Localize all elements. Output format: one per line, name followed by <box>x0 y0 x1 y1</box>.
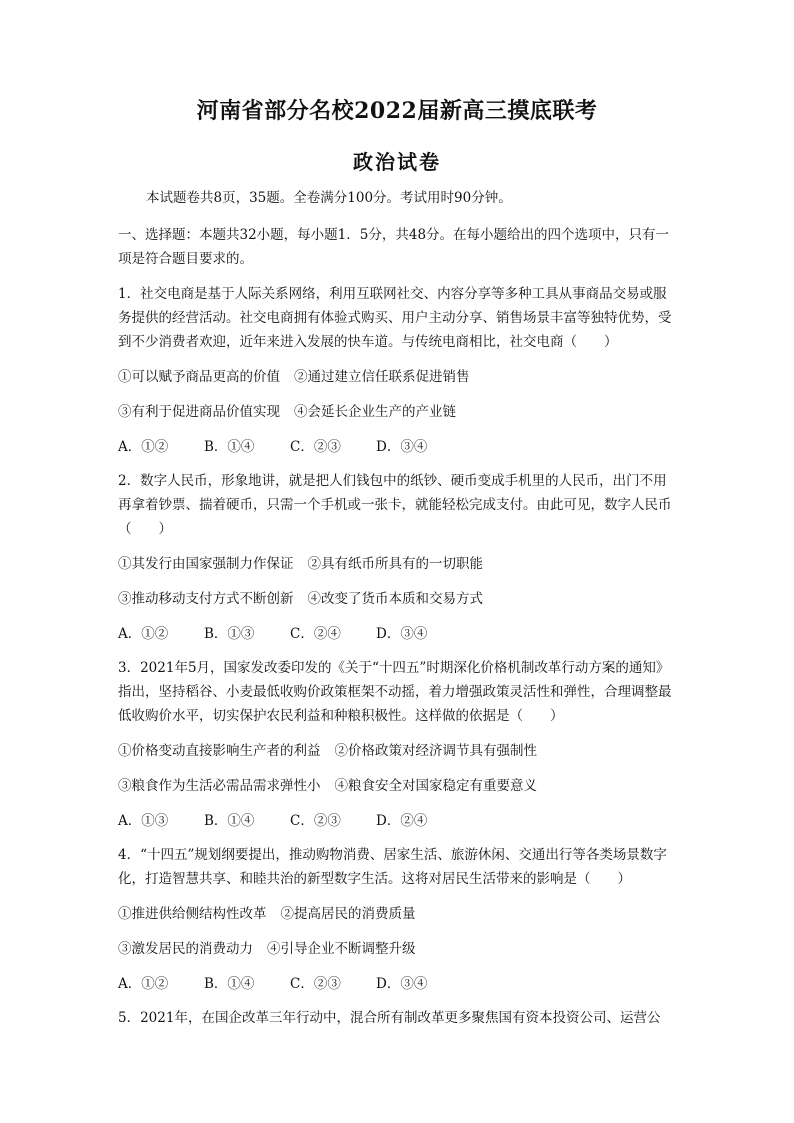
answer-choice: C．②③ <box>290 976 341 992</box>
option-line <box>118 902 678 926</box>
answer-choices <box>118 435 678 459</box>
answer-choice: B．①④ <box>204 439 255 455</box>
answer-choices <box>118 809 678 833</box>
answer-choices <box>118 622 678 646</box>
question-stem: 5．2021年，在国企改革三年行动中，混合所有制改革更多聚焦国有资本投资公司、运营公 <box>118 1010 661 1026</box>
option-item: ④引导企业不断调整升级 <box>267 941 416 957</box>
answer-choice: A．①② <box>118 626 169 642</box>
option-line <box>118 774 678 798</box>
exam-content <box>118 223 678 1041</box>
option-item: ④改变了货币本质和交易方式 <box>307 591 483 607</box>
option-item: ①价格变动直接影响生产者的利益 <box>118 743 321 759</box>
option-line <box>118 400 678 424</box>
question-stem: 3．2021年5月，国家发改委印发的《关于“十四五”时期深化价格机制改革行动方案的通知》指出，坚持稻谷、小麦最低收购价政策框架不动摇，着力增强政策灵活性和弹性，合理调整最低收购价水平，切实保护农民利益和种粮积极性。这样做的依据是（ ） <box>118 660 672 724</box>
option-item: ④粮食安全对国家稳定有重要意义 <box>334 778 537 794</box>
option-item: ①推进供给侧结构性改革 <box>118 906 267 922</box>
question-4 <box>118 843 678 996</box>
question-1 <box>118 282 678 459</box>
option-line <box>118 937 678 961</box>
option-item: ④会延长企业生产的产业链 <box>294 404 456 420</box>
option-item: ①其发行由国家强制力作保证 <box>118 556 294 572</box>
question-stem: 4．“十四五”规划纲要提出，推动购物消费、居家生活、旅游休闲、交通出行等各类场景数字化，打造智慧共享、和睦共治的新型数字生活。这将对居民生活带来的影响是（ ） <box>118 847 667 887</box>
exam-intro: 本试题卷共8页，35题。全卷满分100分。考试用时90分钟。 <box>146 190 512 206</box>
answer-choices <box>118 972 678 996</box>
answer-choice: D．②④ <box>376 813 428 829</box>
option-line <box>118 739 678 763</box>
exam-subject: 政治试卷 <box>353 150 441 174</box>
question-stem: 1．社交电商是基于人际关系网络，利用互联网社交、内容分享等多种工具从事商品交易或服务提供的经营活动。社交电商拥有体验式购买、用户主动分享、销售场景丰富等独特优势，受到不少消费者欢迎，近年来进入发展的快车道。与传统电商相比，社交电商（ ） <box>118 286 672 350</box>
option-item: ③推动移动支付方式不断创新 <box>118 591 294 607</box>
answer-choice: D．③④ <box>376 626 428 642</box>
option-line <box>118 587 678 611</box>
question-2 <box>118 469 678 646</box>
option-item: ②通过建立信任联系促进销售 <box>294 369 470 385</box>
answer-choice: D．③④ <box>376 976 428 992</box>
option-item: ②具有纸币所具有的一切职能 <box>307 556 483 572</box>
answer-choice: C．②③ <box>290 813 341 829</box>
question-3 <box>118 656 678 833</box>
answer-choice: B．①④ <box>204 813 255 829</box>
answer-choice: D．③④ <box>376 439 428 455</box>
question-stem: 2．数字人民币，形象地讲，就是把人们钱包中的纸钞、硬币变成手机里的人民币，出门不用再拿着钞票、揣着硬币，只需一个手机或一张卡，就能轻松完成支付。由此可见，数字人民币（ ） <box>118 473 672 537</box>
answer-choice: A．①② <box>118 439 169 455</box>
option-line <box>118 365 678 389</box>
answer-choice: A．①③ <box>118 813 169 829</box>
option-item: ③激发居民的消费动力 <box>118 941 253 957</box>
exam-title: 河南省部分名校2022届新高三摸底联考 <box>196 98 598 124</box>
answer-choice: C．②③ <box>290 439 341 455</box>
question-5 <box>118 1006 678 1030</box>
answer-choice: A．①② <box>118 976 169 992</box>
option-line <box>118 552 678 576</box>
answer-choice: C．②④ <box>290 626 341 642</box>
option-item: ②提高居民的消费质量 <box>280 906 416 922</box>
section-heading: 一、选择题：本题共32小题，每小题1．5分，共48分。在每小题给出的四个选项中，只有一项是符合题目要求的。 <box>118 227 670 267</box>
option-item: ②价格政策对经济调节具有强制性 <box>334 743 537 759</box>
answer-choice: B．①③ <box>204 626 255 642</box>
option-item: ③有利于促进商品价值实现 <box>118 404 280 420</box>
answer-choice: B．①④ <box>204 976 255 992</box>
option-item: ③粮食作为生活必需品需求弹性小 <box>118 778 321 794</box>
option-item: ①可以赋予商品更高的价值 <box>118 369 280 385</box>
